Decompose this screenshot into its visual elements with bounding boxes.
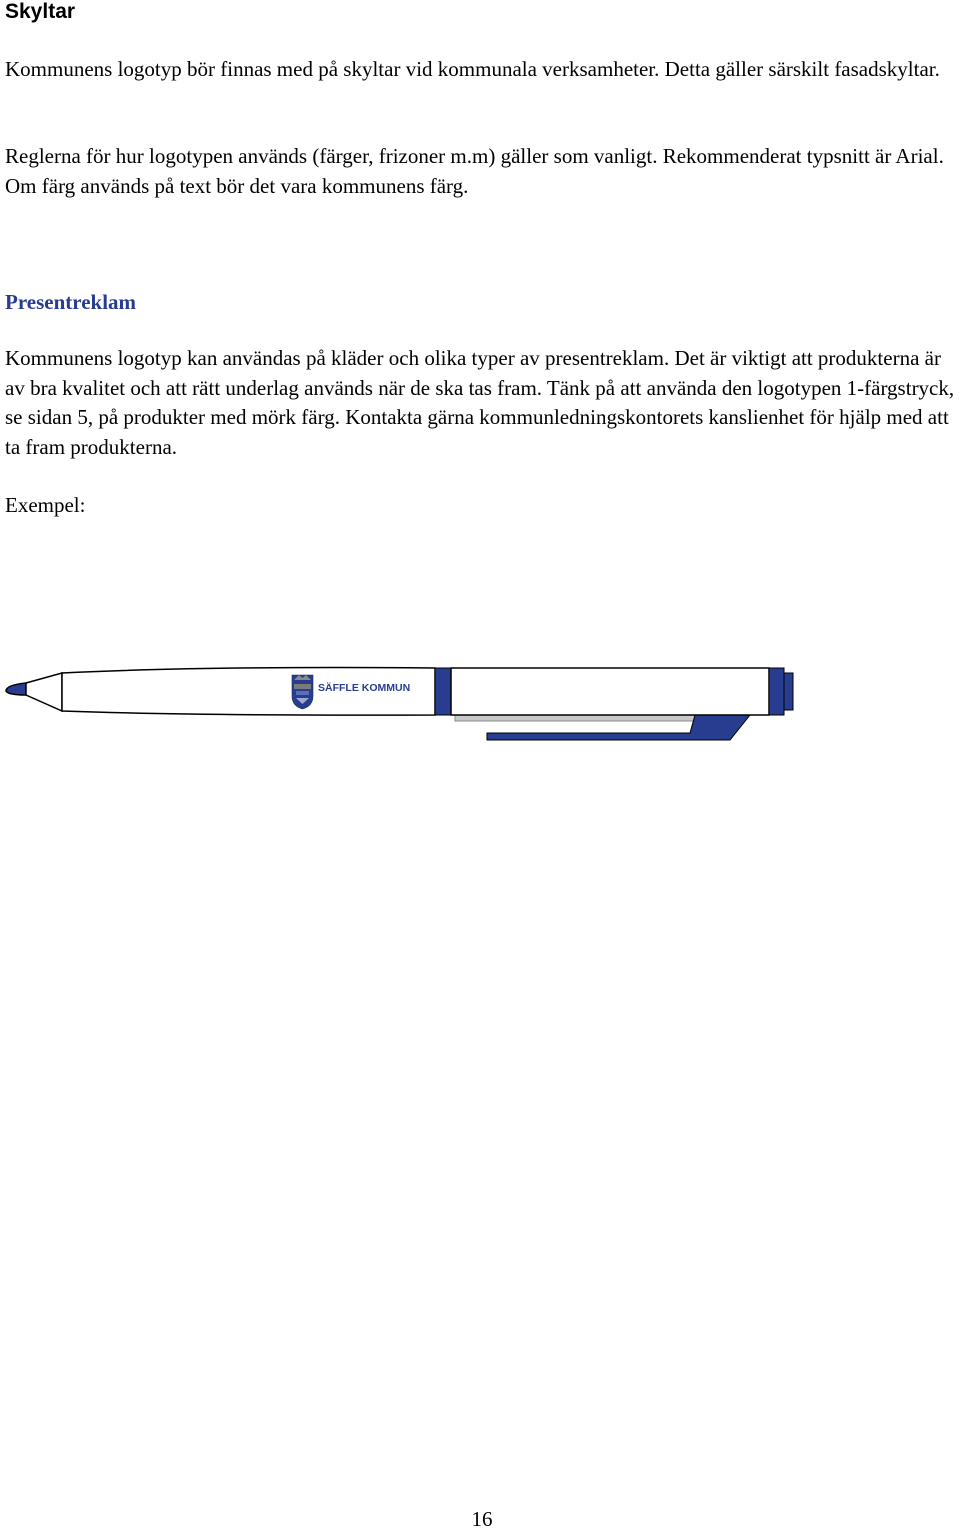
paragraph-skyltar-2: Reglerna för hur logotypen används (färger, frizoner m.m) gäller som vanligt. Rekommenderat typsnitt är Arial. Om färg används på text bör det vara kommunens färg. [5,144,944,198]
pen-end-cap [769,668,784,715]
paragraph-presentreklam: Kommunens logotyp kan användas på kläder och olika typer av presentreklam. Det är viktigt att produkterna är av bra kvalitet och att rätt underlag används när de ska tas fram. Tänk på att använda den logotypen 1-färgstryck, se sidan 5, på produkter med mörk färg. Kontakta gärna kommunledningskontorets kanslienhet för hjälp med att ta fram produkterna. [5,346,955,459]
pen-end-button [784,673,793,710]
pen-clip-shadow [455,715,700,721]
pen-tip [6,683,26,695]
heading-presentreklam: Presentreklam [5,290,137,314]
pen-ring [435,668,451,715]
pen-logo-text: SÄFFLE KOMMUN [318,682,411,694]
pen-cap [451,668,769,715]
example-label: Exempel: [5,493,86,517]
pen-nose [26,673,62,711]
paragraph-skyltar-1: Kommunens logotyp bör finnas med på skyltar vid kommunala verksamheter. Detta gäller särskilt fasadskyltar. [5,57,940,81]
heading-skyltar: Skyltar [5,0,76,23]
pen-illustration [0,660,960,750]
page-number: 16 [471,1507,493,1531]
coat-of-arms-icon [292,675,313,709]
